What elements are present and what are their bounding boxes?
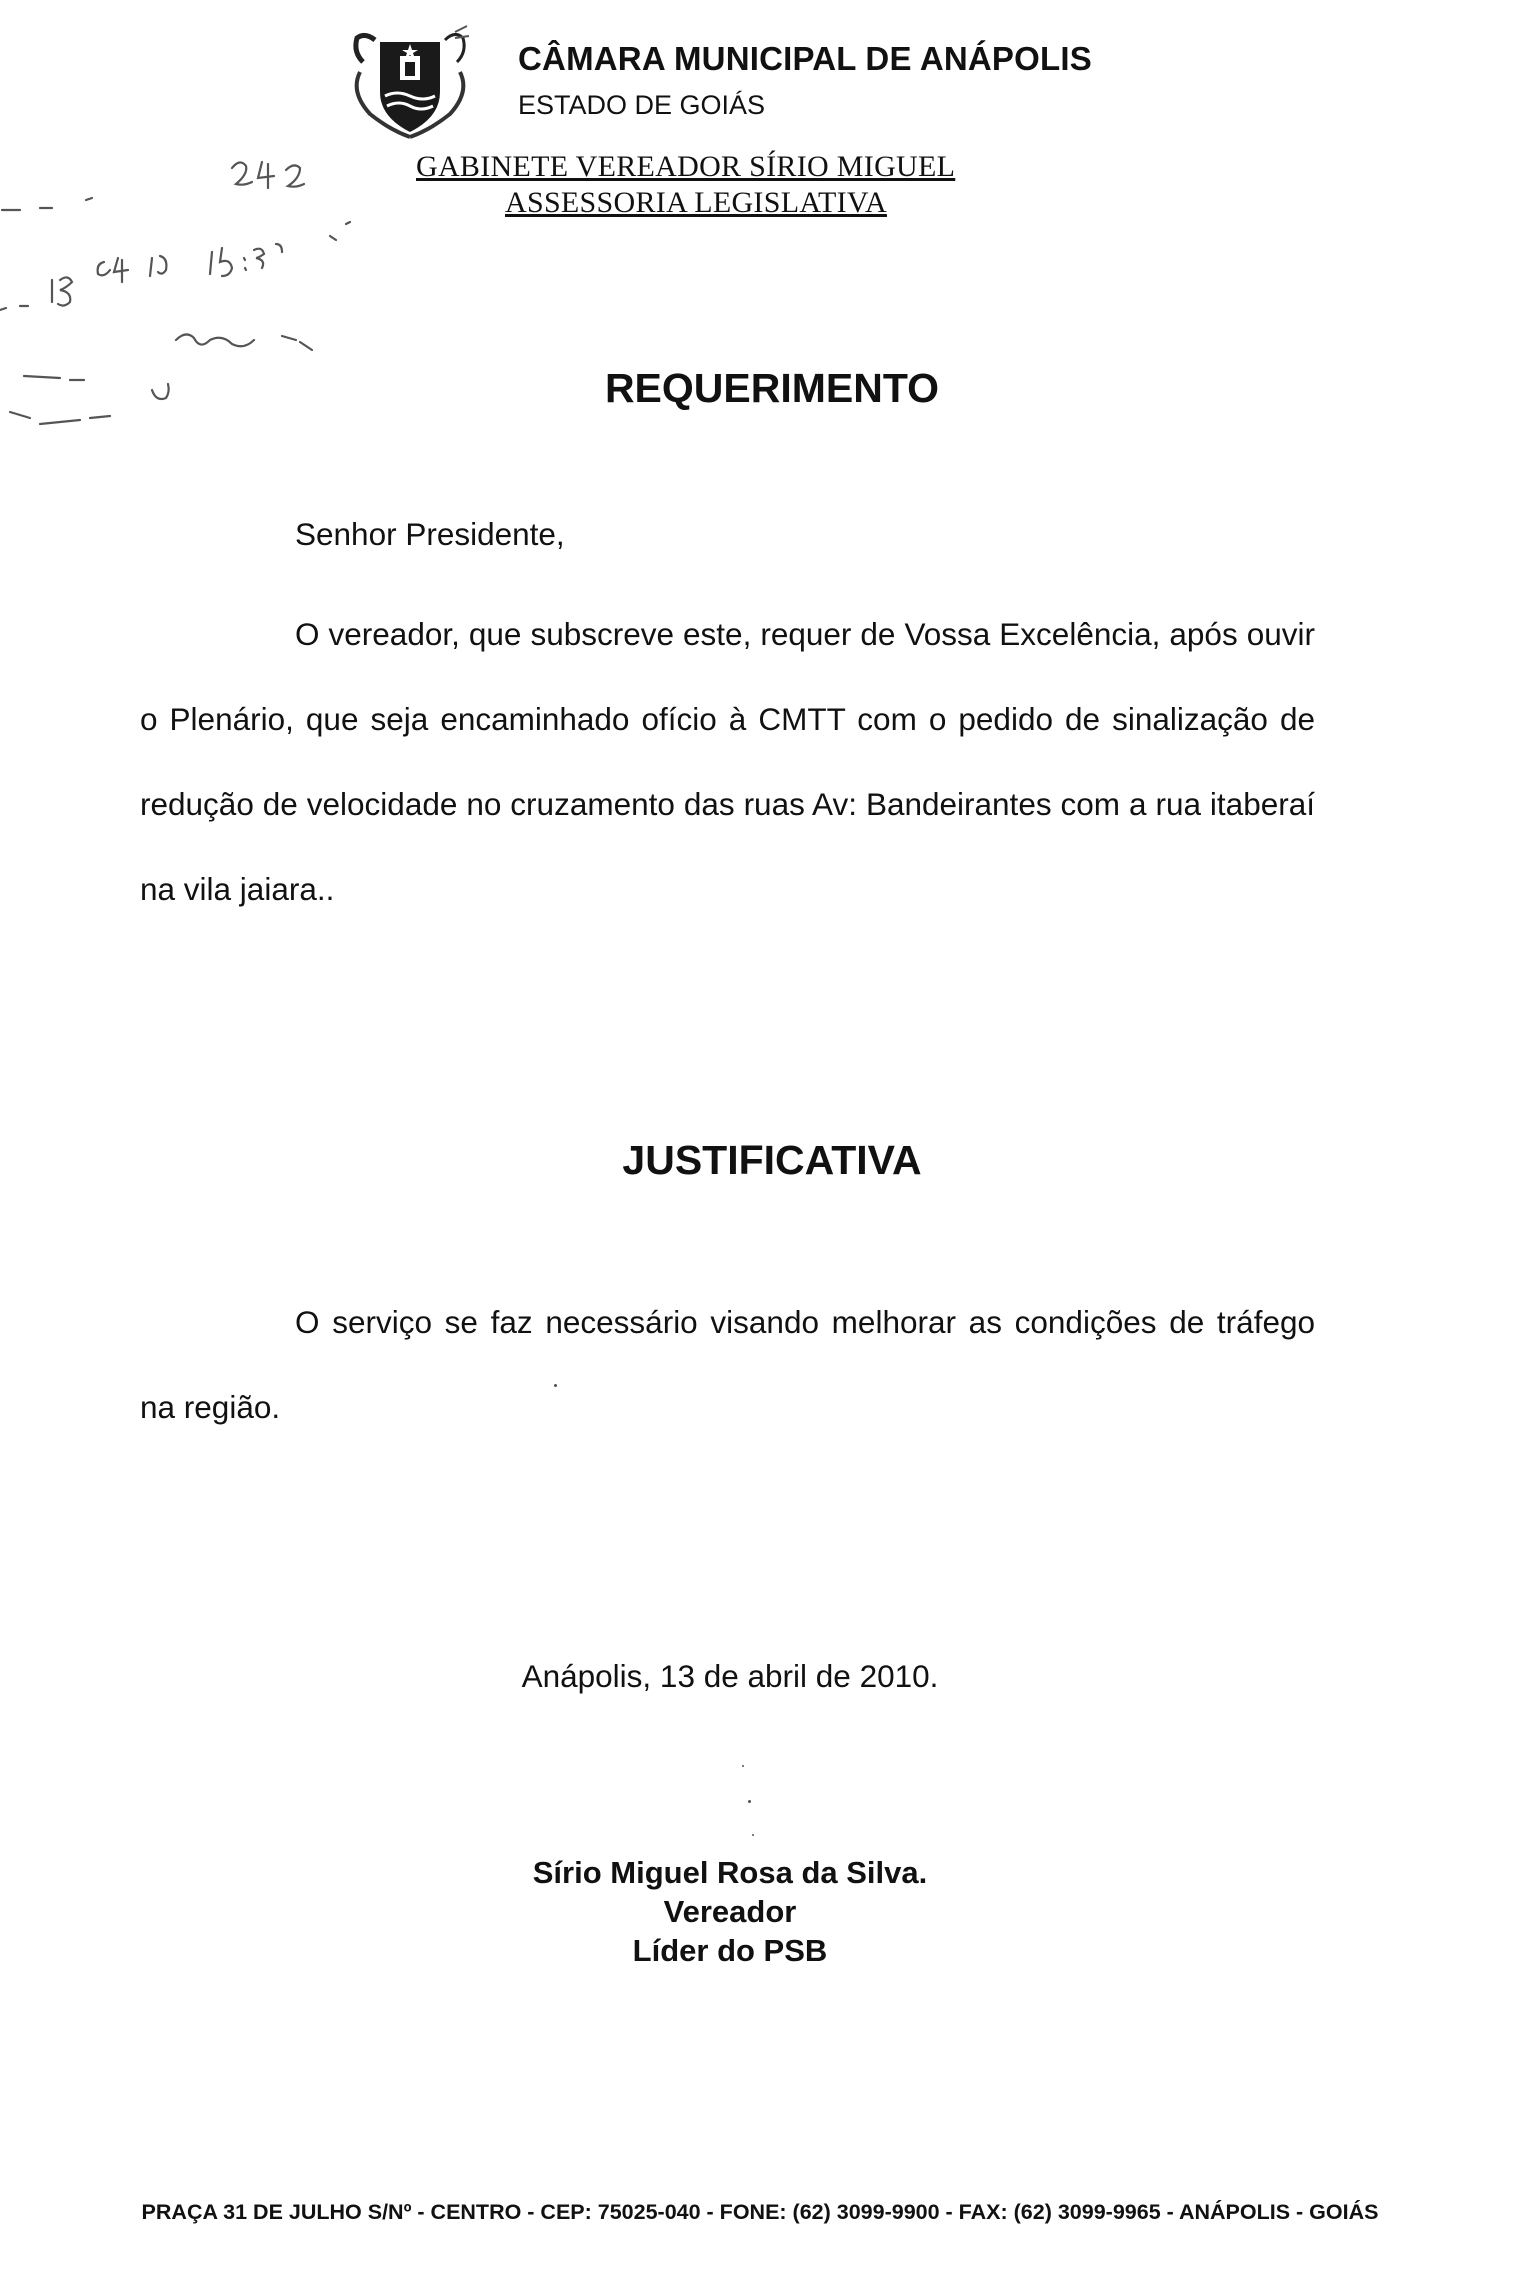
- footer-address: PRAÇA 31 DE JULHO S/Nº - CENTRO - CEP: 75025-040 - FONE: (62) 3099-9900 - FAX: (62) 3099-9965 - ANÁPOLIS - GOIÁS: [141, 2200, 1379, 2224]
- request-body: O vereador, que subscreve este, requer de Vossa Excelência, após ouvir o Plenário, que seja encaminhado ofício à CMTT com o pedido de sinalização de redução de velocidade no cruzamento das ruas Av: Bandeirantes com a rua itaberaí na vila jaiara..: [140, 616, 1315, 907]
- signatory-party-role: Líder do PSB: [632, 1933, 828, 1968]
- organization-state: ESTADO DE GOIÁS: [518, 90, 766, 120]
- department-name: ASSESSORIA LEGISLATIVA: [505, 186, 887, 219]
- handwritten-protocol-stamp: [0, 140, 360, 460]
- municipal-crest-logo: [345, 22, 475, 142]
- justification-title: JUSTIFICATIVA: [622, 1137, 922, 1183]
- organization-name: CÂMARA MUNICIPAL DE ANÁPOLIS: [518, 40, 1092, 77]
- place-and-date: Anápolis, 13 de abril de 2010.: [521, 1658, 939, 1694]
- salutation: Senhor Presidente,: [295, 516, 565, 552]
- office-name: GABINETE VEREADOR SÍRIO MIGUEL: [416, 150, 956, 183]
- signatory-role: Vereador: [663, 1894, 797, 1929]
- request-title: REQUERIMENTO: [604, 365, 940, 411]
- justification-body: O serviço se faz necessário visando melhorar as condições de tráfego na região.: [140, 1304, 1315, 1425]
- scan-speck: [748, 1800, 751, 1803]
- scan-speck: [752, 1834, 754, 1836]
- scan-speck: [742, 1765, 744, 1767]
- signatory-name: Sírio Miguel Rosa da Silva.: [532, 1855, 928, 1890]
